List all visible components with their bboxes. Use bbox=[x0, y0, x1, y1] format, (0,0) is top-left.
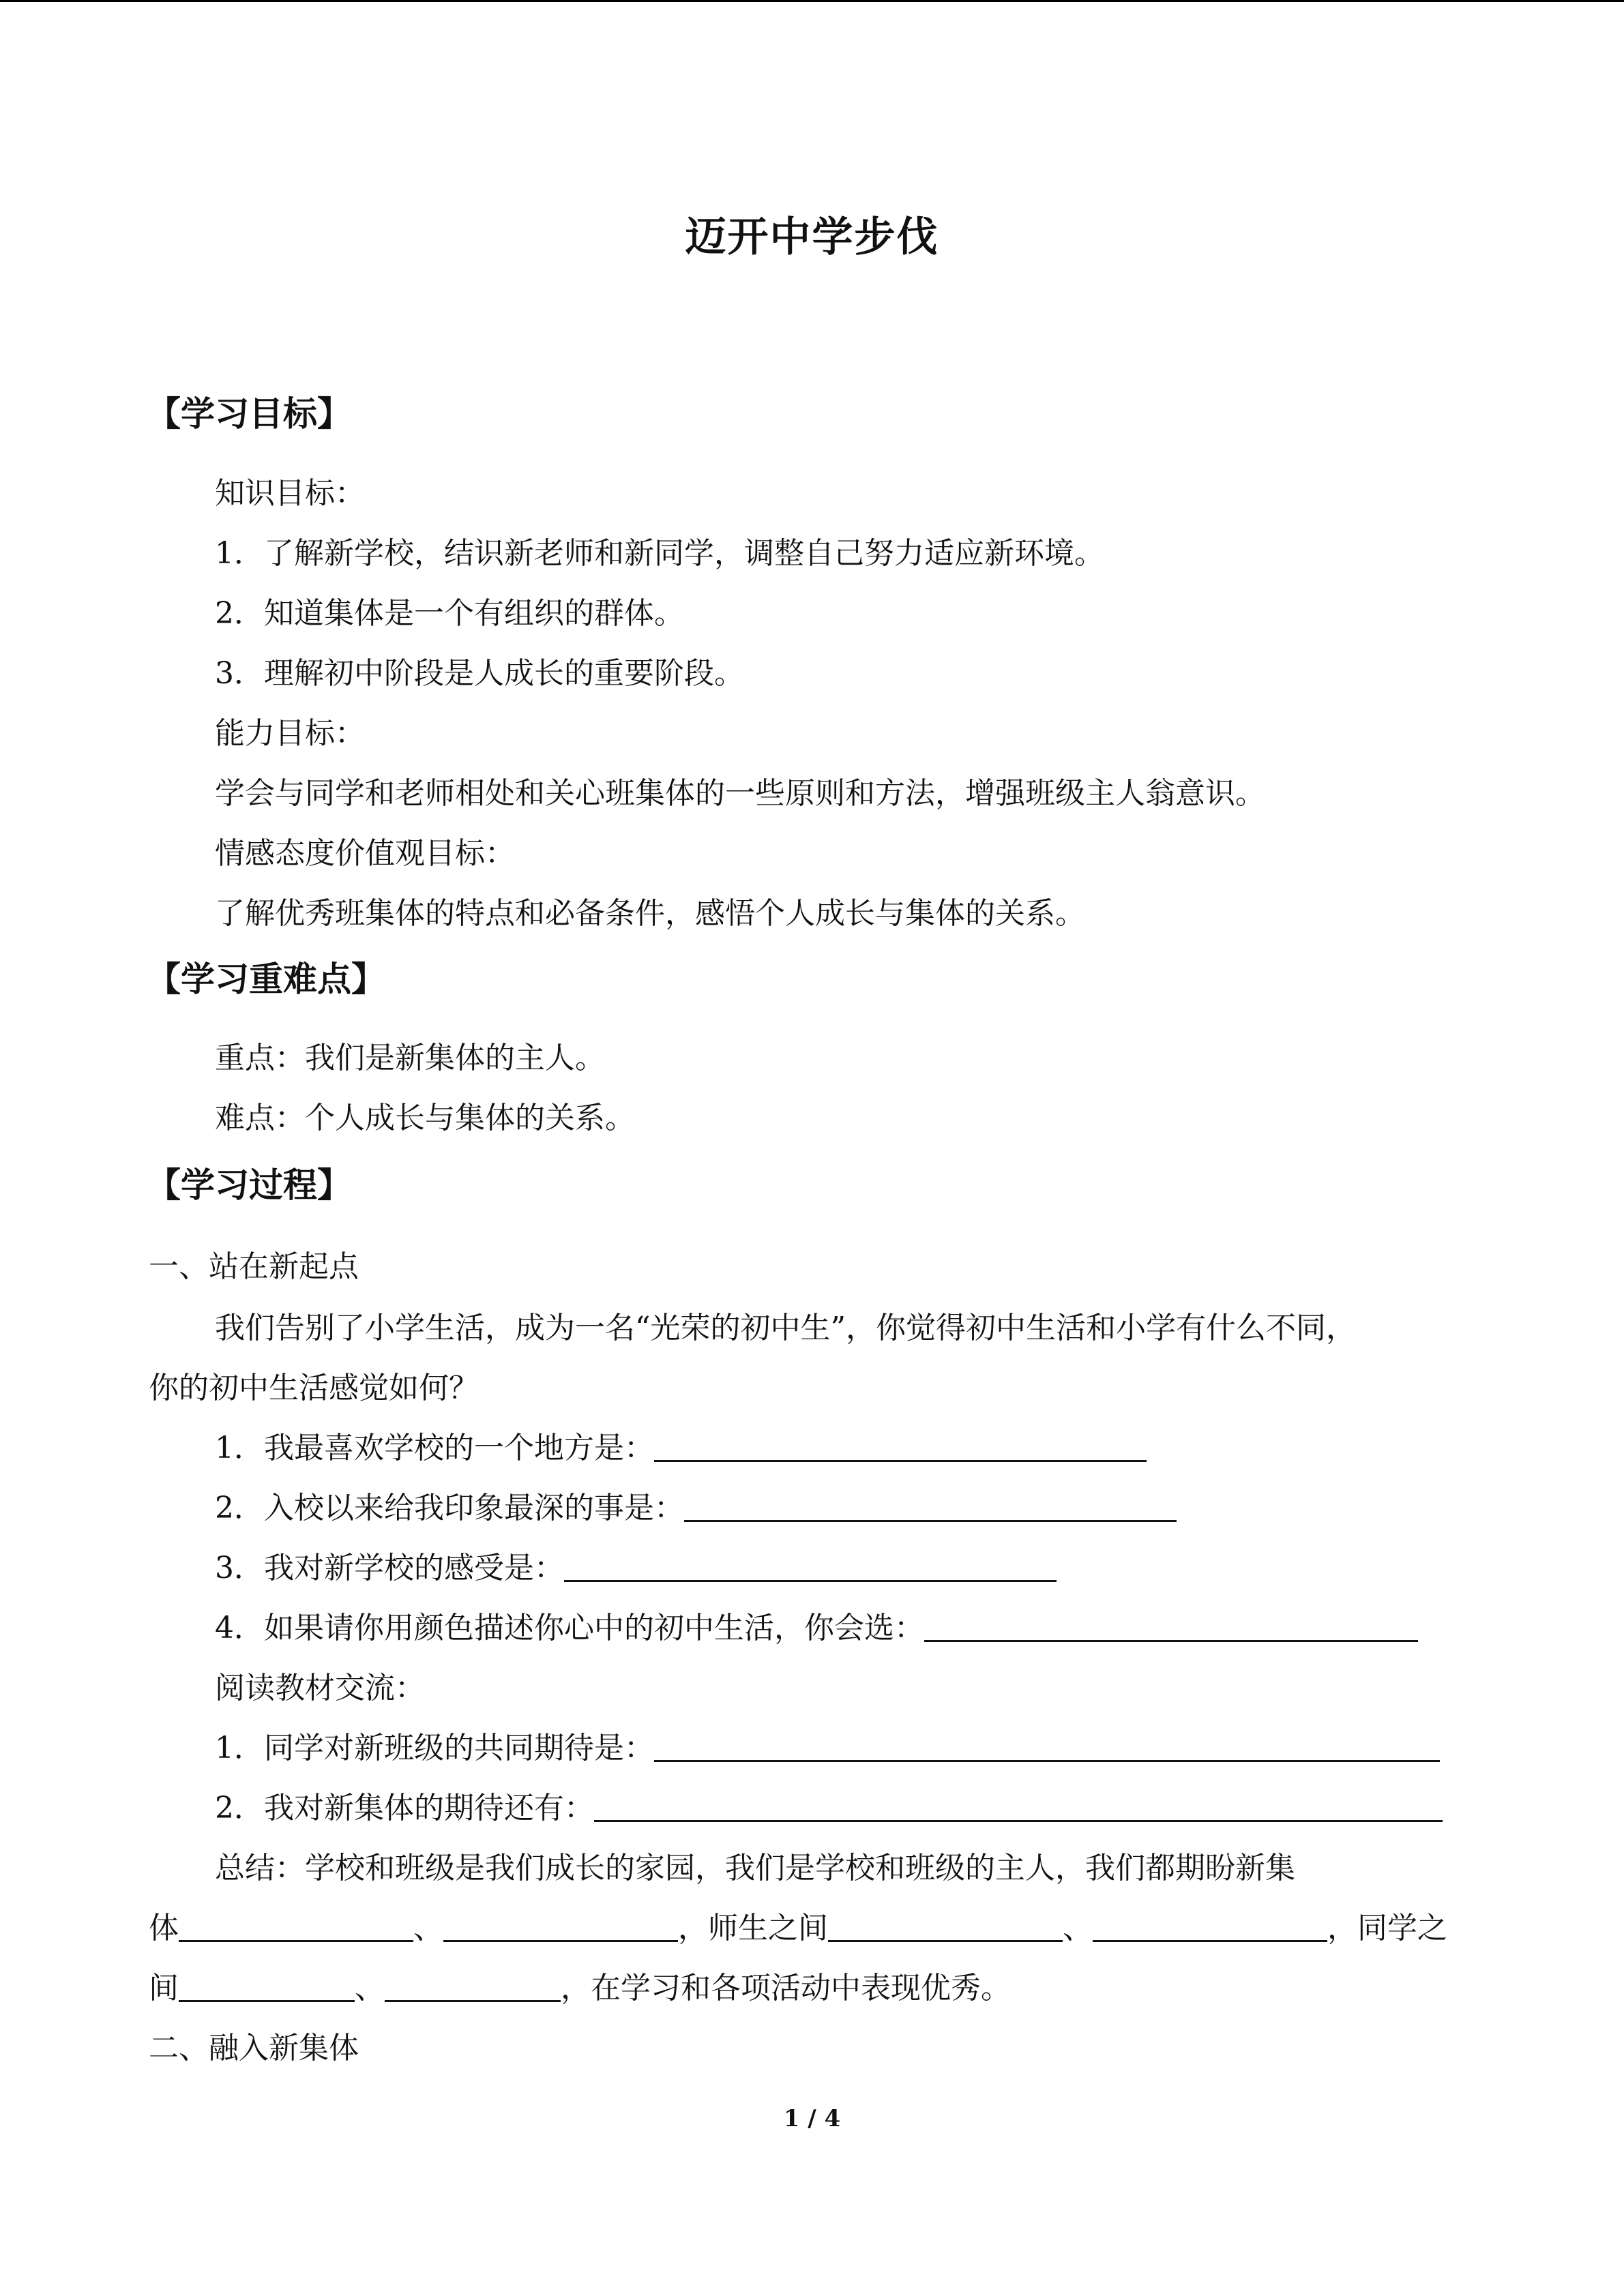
summary-separator: 、 bbox=[355, 1971, 385, 2006]
answer-blank[interactable] bbox=[564, 1549, 1057, 1582]
emotion-goal-label: 情感态度价值观目标： bbox=[215, 836, 515, 871]
summary-text: 间 bbox=[149, 1971, 179, 2006]
question-text: 3．我对新学校的感受是： bbox=[215, 1551, 564, 1585]
intro-paragraph-line: 我们告别了小学生活，成为一名“光荣的初中生”，你觉得初中生活和小学有什么不同， bbox=[215, 1311, 1356, 1345]
summary-line bbox=[149, 1968, 1011, 2009]
difficulty-text: 难点：个人成长与集体的关系。 bbox=[215, 1101, 635, 1135]
section-heading-goals: 【学习目标】 bbox=[147, 394, 351, 434]
answer-blank[interactable] bbox=[654, 1429, 1147, 1462]
reading-label: 阅读教材交流： bbox=[215, 1671, 425, 1705]
fill-blank[interactable] bbox=[179, 1909, 413, 1942]
summary-line bbox=[149, 1908, 1447, 1949]
knowledge-goal-item: 1．了解新学校，结识新老师和新同学，调整自己努力适应新环境。 bbox=[215, 536, 1104, 571]
answer-blank[interactable] bbox=[594, 1789, 1443, 1822]
ability-goal-label: 能力目标： bbox=[215, 716, 365, 751]
page-number: 1 / 4 bbox=[783, 2105, 841, 2132]
knowledge-goal-item: 2．知道集体是一个有组织的群体。 bbox=[215, 596, 684, 631]
fill-blank[interactable] bbox=[385, 1969, 561, 2002]
summary-line: 总结：学校和班级是我们成长的家园，我们是学校和班级的主人，我们都期盼新集 bbox=[215, 1851, 1295, 1885]
part-one-title: 一、站在新起点 bbox=[149, 1249, 359, 1284]
section-heading-key-points: 【学习重难点】 bbox=[147, 959, 385, 999]
top-border-line bbox=[0, 0, 1624, 2]
question-text: 1．同学对新班级的共同期待是： bbox=[215, 1731, 654, 1765]
part-two-title: 二、融入新集体 bbox=[149, 2031, 359, 2066]
answer-blank[interactable] bbox=[654, 1729, 1440, 1762]
summary-text: ，在学习和各项活动中表现优秀。 bbox=[561, 1971, 1011, 2006]
fill-blank[interactable] bbox=[443, 1909, 678, 1942]
fill-blank[interactable] bbox=[1093, 1909, 1327, 1942]
question-line bbox=[215, 1608, 1418, 1649]
knowledge-goal-label: 知识目标： bbox=[215, 476, 365, 511]
question-text: 1．我最喜欢学校的一个地方是： bbox=[215, 1431, 654, 1465]
emotion-goal-text: 了解优秀班集体的特点和必备条件，感悟个人成长与集体的关系。 bbox=[215, 896, 1085, 931]
question-text: 2．入校以来给我印象最深的事是： bbox=[215, 1491, 684, 1525]
summary-text: ，同学之 bbox=[1327, 1911, 1447, 1945]
document-title: 迈开中学步伐 bbox=[685, 213, 939, 261]
question-line bbox=[215, 1548, 1057, 1589]
summary-separator: 、 bbox=[413, 1911, 443, 1945]
fill-blank[interactable] bbox=[179, 1969, 355, 2002]
knowledge-goal-item: 3．理解初中阶段是人成长的重要阶段。 bbox=[215, 656, 744, 691]
section-heading-process: 【学习过程】 bbox=[147, 1165, 351, 1205]
key-point-text: 重点：我们是新集体的主人。 bbox=[215, 1041, 605, 1075]
question-text: 2．我对新集体的期待还有： bbox=[215, 1791, 594, 1825]
question-text: 4．如果请你用颜色描述你心中的初中生活，你会选： bbox=[215, 1611, 924, 1645]
summary-separator: 、 bbox=[1063, 1911, 1093, 1945]
intro-paragraph-line: 你的初中生活感觉如何？ bbox=[149, 1371, 479, 1405]
ability-goal-text: 学会与同学和老师相处和关心班集体的一些原则和方法，增强班级主人翁意识。 bbox=[215, 776, 1265, 811]
summary-text: 体 bbox=[149, 1911, 179, 1945]
question-line bbox=[215, 1428, 1147, 1469]
summary-text: ，师生之间 bbox=[678, 1911, 828, 1945]
answer-blank[interactable] bbox=[924, 1609, 1418, 1642]
fill-blank[interactable] bbox=[828, 1909, 1063, 1942]
question-line bbox=[215, 1788, 1443, 1829]
answer-blank[interactable] bbox=[684, 1489, 1177, 1522]
question-line bbox=[215, 1728, 1440, 1769]
question-line bbox=[215, 1488, 1177, 1529]
